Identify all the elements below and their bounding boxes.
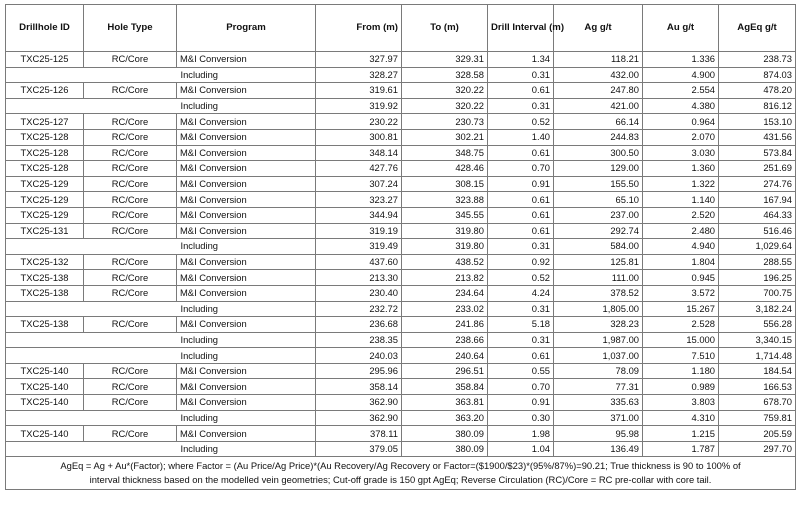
program-cell: M&I Conversion	[177, 317, 316, 333]
au-cell: 15.267	[643, 301, 719, 317]
ageq-cell: 153.10	[719, 114, 796, 130]
ageq-cell: 478.20	[719, 83, 796, 99]
ageq-cell: 431.56	[719, 129, 796, 145]
ag-cell: 77.31	[554, 379, 643, 395]
hole-type-cell: RC/Core	[84, 161, 177, 177]
hole-type-cell: RC/Core	[84, 52, 177, 68]
table-row	[6, 192, 796, 208]
ageq-cell: 516.46	[719, 223, 796, 239]
au-cell: 2.480	[643, 223, 719, 239]
ageq-cell: 700.75	[719, 285, 796, 301]
ageq-cell: 184.54	[719, 363, 796, 379]
hole-type-cell: RC/Core	[84, 426, 177, 442]
interval-cell: 0.91	[488, 176, 554, 192]
program-cell: M&I Conversion	[177, 285, 316, 301]
header-drill-interval: Drill Interval (m)	[488, 5, 554, 52]
ag-cell: 378.52	[554, 285, 643, 301]
including-label: Including	[84, 410, 316, 426]
from-cell: 238.35	[316, 332, 402, 348]
header-row	[6, 5, 796, 52]
ag-cell: 237.00	[554, 207, 643, 223]
drillhole-id-cell: TXC25-129	[6, 207, 84, 223]
ag-cell: 118.21	[554, 52, 643, 68]
from-cell: 319.61	[316, 83, 402, 99]
interval-cell: 0.52	[488, 270, 554, 286]
program-cell: M&I Conversion	[177, 426, 316, 442]
header-ageq: AgEq g/t	[719, 5, 796, 52]
table-row	[6, 270, 796, 286]
au-cell: 3.030	[643, 145, 719, 161]
header-to: To (m)	[402, 5, 488, 52]
from-cell: 319.92	[316, 98, 402, 114]
ag-cell: 95.98	[554, 426, 643, 442]
to-cell: 213.82	[402, 270, 488, 286]
table-row	[6, 254, 796, 270]
program-cell: M&I Conversion	[177, 207, 316, 223]
drillhole-id-cell: TXC25-125	[6, 52, 84, 68]
program-cell: M&I Conversion	[177, 145, 316, 161]
ag-cell: 247.80	[554, 83, 643, 99]
ageq-cell: 573.84	[719, 145, 796, 161]
drillhole-id-cell: TXC25-128	[6, 129, 84, 145]
to-cell: 230.73	[402, 114, 488, 130]
table-row	[6, 114, 796, 130]
ag-cell: 66.14	[554, 114, 643, 130]
hole-type-cell: RC/Core	[84, 363, 177, 379]
drillhole-id-cell: TXC25-140	[6, 363, 84, 379]
au-cell: 0.964	[643, 114, 719, 130]
table-row	[6, 363, 796, 379]
ageq-cell: 464.33	[719, 207, 796, 223]
hole-type-cell: RC/Core	[84, 129, 177, 145]
ag-cell: 1,037.00	[554, 348, 643, 364]
ageq-cell: 816.12	[719, 98, 796, 114]
ageq-cell: 274.76	[719, 176, 796, 192]
to-cell: 296.51	[402, 363, 488, 379]
au-cell: 3.803	[643, 395, 719, 411]
to-cell: 348.75	[402, 145, 488, 161]
table-footer	[6, 457, 796, 490]
from-cell: 232.72	[316, 301, 402, 317]
table-row	[6, 207, 796, 223]
to-cell: 428.46	[402, 161, 488, 177]
table-row-including	[6, 441, 796, 457]
interval-cell: 5.18	[488, 317, 554, 333]
including-label: Including	[84, 239, 316, 255]
au-cell: 1.180	[643, 363, 719, 379]
au-cell: 3.572	[643, 285, 719, 301]
table-row	[6, 176, 796, 192]
interval-cell: 1.34	[488, 52, 554, 68]
to-cell: 363.20	[402, 410, 488, 426]
header-program: Program	[177, 5, 316, 52]
table-row	[6, 83, 796, 99]
interval-cell: 4.24	[488, 285, 554, 301]
table-row-including	[6, 332, 796, 348]
hole-type-cell: RC/Core	[84, 223, 177, 239]
to-cell: 319.80	[402, 223, 488, 239]
drillhole-id-cell-empty	[6, 301, 84, 317]
from-cell: 307.24	[316, 176, 402, 192]
drillhole-id-cell: TXC25-132	[6, 254, 84, 270]
table-row	[6, 129, 796, 145]
ageq-cell: 678.70	[719, 395, 796, 411]
table-row	[6, 223, 796, 239]
including-label: Including	[84, 301, 316, 317]
including-label: Including	[84, 348, 316, 364]
drillhole-id-cell: TXC25-138	[6, 270, 84, 286]
to-cell: 234.64	[402, 285, 488, 301]
table-row	[6, 52, 796, 68]
from-cell: 319.49	[316, 239, 402, 255]
to-cell: 302.21	[402, 129, 488, 145]
drillhole-id-cell-empty	[6, 98, 84, 114]
interval-cell: 0.61	[488, 83, 554, 99]
au-cell: 0.989	[643, 379, 719, 395]
header-hole-type: Hole Type	[84, 5, 177, 52]
au-cell: 2.528	[643, 317, 719, 333]
interval-cell: 1.40	[488, 129, 554, 145]
ageq-cell: 166.53	[719, 379, 796, 395]
au-cell: 1.787	[643, 441, 719, 457]
from-cell: 323.27	[316, 192, 402, 208]
header-from: From (m)	[316, 5, 402, 52]
including-label: Including	[84, 441, 316, 457]
including-label: Including	[84, 332, 316, 348]
program-cell: M&I Conversion	[177, 52, 316, 68]
table-row	[6, 426, 796, 442]
drillhole-id-cell: TXC25-127	[6, 114, 84, 130]
program-cell: M&I Conversion	[177, 395, 316, 411]
to-cell: 380.09	[402, 426, 488, 442]
from-cell: 300.81	[316, 129, 402, 145]
drillhole-id-cell-empty	[6, 441, 84, 457]
au-cell: 1.140	[643, 192, 719, 208]
from-cell: 295.96	[316, 363, 402, 379]
hole-type-cell: RC/Core	[84, 285, 177, 301]
to-cell: 358.84	[402, 379, 488, 395]
from-cell: 236.68	[316, 317, 402, 333]
from-cell: 358.14	[316, 379, 402, 395]
ageq-cell: 759.81	[719, 410, 796, 426]
drillhole-id-cell: TXC25-126	[6, 83, 84, 99]
ageq-cell: 251.69	[719, 161, 796, 177]
hole-type-cell: RC/Core	[84, 254, 177, 270]
to-cell: 380.09	[402, 441, 488, 457]
interval-cell: 0.31	[488, 98, 554, 114]
to-cell: 320.22	[402, 83, 488, 99]
hole-type-cell: RC/Core	[84, 145, 177, 161]
interval-cell: 0.30	[488, 410, 554, 426]
au-cell: 1.336	[643, 52, 719, 68]
from-cell: 344.94	[316, 207, 402, 223]
from-cell: 328.27	[316, 67, 402, 83]
from-cell: 230.22	[316, 114, 402, 130]
from-cell: 319.19	[316, 223, 402, 239]
ageq-cell: 238.73	[719, 52, 796, 68]
program-cell: M&I Conversion	[177, 129, 316, 145]
to-cell: 438.52	[402, 254, 488, 270]
program-cell: M&I Conversion	[177, 114, 316, 130]
au-cell: 4.940	[643, 239, 719, 255]
ag-cell: 129.00	[554, 161, 643, 177]
table-row	[6, 379, 796, 395]
au-cell: 1.804	[643, 254, 719, 270]
interval-cell: 0.31	[488, 301, 554, 317]
ag-cell: 65.10	[554, 192, 643, 208]
drillhole-id-cell: TXC25-128	[6, 145, 84, 161]
hole-type-cell: RC/Core	[84, 83, 177, 99]
drillhole-id-cell: TXC25-140	[6, 379, 84, 395]
interval-cell: 0.55	[488, 363, 554, 379]
including-label: Including	[84, 98, 316, 114]
to-cell: 241.86	[402, 317, 488, 333]
from-cell: 348.14	[316, 145, 402, 161]
program-cell: M&I Conversion	[177, 192, 316, 208]
hole-type-cell: RC/Core	[84, 207, 177, 223]
ageq-cell: 556.28	[719, 317, 796, 333]
program-cell: M&I Conversion	[177, 270, 316, 286]
au-cell: 0.945	[643, 270, 719, 286]
au-cell: 2.070	[643, 129, 719, 145]
interval-cell: 1.98	[488, 426, 554, 442]
to-cell: 320.22	[402, 98, 488, 114]
table-row-including	[6, 98, 796, 114]
au-cell: 2.520	[643, 207, 719, 223]
interval-cell: 0.31	[488, 67, 554, 83]
interval-cell: 0.91	[488, 395, 554, 411]
ag-cell: 328.23	[554, 317, 643, 333]
drillhole-id-cell-empty	[6, 410, 84, 426]
drillhole-id-cell-empty	[6, 332, 84, 348]
program-cell: M&I Conversion	[177, 223, 316, 239]
ageq-cell: 3,340.15	[719, 332, 796, 348]
including-label: Including	[84, 67, 316, 83]
footnote-row	[6, 457, 796, 490]
hole-type-cell: RC/Core	[84, 114, 177, 130]
from-cell: 378.11	[316, 426, 402, 442]
ag-cell: 300.50	[554, 145, 643, 161]
from-cell: 362.90	[316, 410, 402, 426]
drillhole-id-cell-empty	[6, 348, 84, 364]
ag-cell: 125.81	[554, 254, 643, 270]
from-cell: 427.76	[316, 161, 402, 177]
program-cell: M&I Conversion	[177, 176, 316, 192]
ageq-cell: 288.55	[719, 254, 796, 270]
from-cell: 240.03	[316, 348, 402, 364]
drill-results-table-container	[5, 4, 795, 490]
ageq-cell: 196.25	[719, 270, 796, 286]
ageq-cell: 297.70	[719, 441, 796, 457]
to-cell: 319.80	[402, 239, 488, 255]
au-cell: 4.310	[643, 410, 719, 426]
ag-cell: 335.63	[554, 395, 643, 411]
to-cell: 240.64	[402, 348, 488, 364]
ag-cell: 371.00	[554, 410, 643, 426]
drill-results-table	[5, 4, 796, 490]
ag-cell: 155.50	[554, 176, 643, 192]
au-cell: 1.360	[643, 161, 719, 177]
interval-cell: 0.70	[488, 161, 554, 177]
au-cell: 2.554	[643, 83, 719, 99]
drillhole-id-cell: TXC25-131	[6, 223, 84, 239]
to-cell: 308.15	[402, 176, 488, 192]
drillhole-id-cell: TXC25-138	[6, 317, 84, 333]
ag-cell: 78.09	[554, 363, 643, 379]
from-cell: 230.40	[316, 285, 402, 301]
program-cell: M&I Conversion	[177, 363, 316, 379]
from-cell: 362.90	[316, 395, 402, 411]
from-cell: 437.60	[316, 254, 402, 270]
table-body	[6, 52, 796, 457]
interval-cell: 0.70	[488, 379, 554, 395]
table-row-including	[6, 348, 796, 364]
from-cell: 213.30	[316, 270, 402, 286]
interval-cell: 0.61	[488, 145, 554, 161]
to-cell: 329.31	[402, 52, 488, 68]
ag-cell: 111.00	[554, 270, 643, 286]
ag-cell: 136.49	[554, 441, 643, 457]
ageq-cell: 1,029.64	[719, 239, 796, 255]
ageq-cell: 874.03	[719, 67, 796, 83]
ag-cell: 1,987.00	[554, 332, 643, 348]
interval-cell: 0.31	[488, 332, 554, 348]
program-cell: M&I Conversion	[177, 254, 316, 270]
drillhole-id-cell: TXC25-129	[6, 192, 84, 208]
to-cell: 328.58	[402, 67, 488, 83]
header-au: Au g/t	[643, 5, 719, 52]
ageq-cell: 1,714.48	[719, 348, 796, 364]
drillhole-id-cell: TXC25-138	[6, 285, 84, 301]
table-row	[6, 285, 796, 301]
table-header	[6, 5, 796, 52]
interval-cell: 0.61	[488, 207, 554, 223]
program-cell: M&I Conversion	[177, 379, 316, 395]
hole-type-cell: RC/Core	[84, 270, 177, 286]
interval-cell: 0.31	[488, 239, 554, 255]
table-row	[6, 317, 796, 333]
hole-type-cell: RC/Core	[84, 176, 177, 192]
hole-type-cell: RC/Core	[84, 379, 177, 395]
interval-cell: 0.61	[488, 192, 554, 208]
drillhole-id-cell-empty	[6, 239, 84, 255]
table-row	[6, 161, 796, 177]
hole-type-cell: RC/Core	[84, 317, 177, 333]
table-row-including	[6, 410, 796, 426]
au-cell: 7.510	[643, 348, 719, 364]
au-cell: 4.900	[643, 67, 719, 83]
program-cell: M&I Conversion	[177, 161, 316, 177]
ag-cell: 421.00	[554, 98, 643, 114]
au-cell: 1.322	[643, 176, 719, 192]
hole-type-cell: RC/Core	[84, 192, 177, 208]
program-cell: M&I Conversion	[177, 83, 316, 99]
to-cell: 233.02	[402, 301, 488, 317]
drillhole-id-cell-empty	[6, 67, 84, 83]
drillhole-id-cell: TXC25-140	[6, 395, 84, 411]
drillhole-id-cell: TXC25-128	[6, 161, 84, 177]
ageq-cell: 167.94	[719, 192, 796, 208]
ageq-cell: 3,182.24	[719, 301, 796, 317]
interval-cell: 0.92	[488, 254, 554, 270]
ag-cell: 244.83	[554, 129, 643, 145]
table-row-including	[6, 67, 796, 83]
au-cell: 15.000	[643, 332, 719, 348]
ag-cell: 584.00	[554, 239, 643, 255]
interval-cell: 1.04	[488, 441, 554, 457]
from-cell: 327.97	[316, 52, 402, 68]
header-drillhole-id: Drillhole ID	[6, 5, 84, 52]
table-row	[6, 395, 796, 411]
hole-type-cell: RC/Core	[84, 395, 177, 411]
from-cell: 379.05	[316, 441, 402, 457]
drillhole-id-cell: TXC25-140	[6, 426, 84, 442]
ageq-cell: 205.59	[719, 426, 796, 442]
to-cell: 345.55	[402, 207, 488, 223]
ag-cell: 432.00	[554, 67, 643, 83]
au-cell: 4.380	[643, 98, 719, 114]
footnote: AgEq = Ag + Au*(Factor); where Factor = (Au Price/Ag Price)*(Au Recovery/Ag Recovery or Factor=($1900/$23)*(95%/87%)=90.21; True thickness is 90 to 100% of interval thickness based on the modelled vein geometries; Cut-off grade is 150 gpt AgEq; Reverse Circulation (RC)/Core = RC pre-collar with core tail.	[6, 457, 796, 490]
au-cell: 1.215	[643, 426, 719, 442]
to-cell: 238.66	[402, 332, 488, 348]
interval-cell: 0.61	[488, 348, 554, 364]
table-row	[6, 145, 796, 161]
table-row-including	[6, 239, 796, 255]
to-cell: 363.81	[402, 395, 488, 411]
interval-cell: 0.61	[488, 223, 554, 239]
table-row-including	[6, 301, 796, 317]
drillhole-id-cell: TXC25-129	[6, 176, 84, 192]
header-ag: Ag g/t	[554, 5, 643, 52]
interval-cell: 0.52	[488, 114, 554, 130]
ag-cell: 1,805.00	[554, 301, 643, 317]
to-cell: 323.88	[402, 192, 488, 208]
ag-cell: 292.74	[554, 223, 643, 239]
